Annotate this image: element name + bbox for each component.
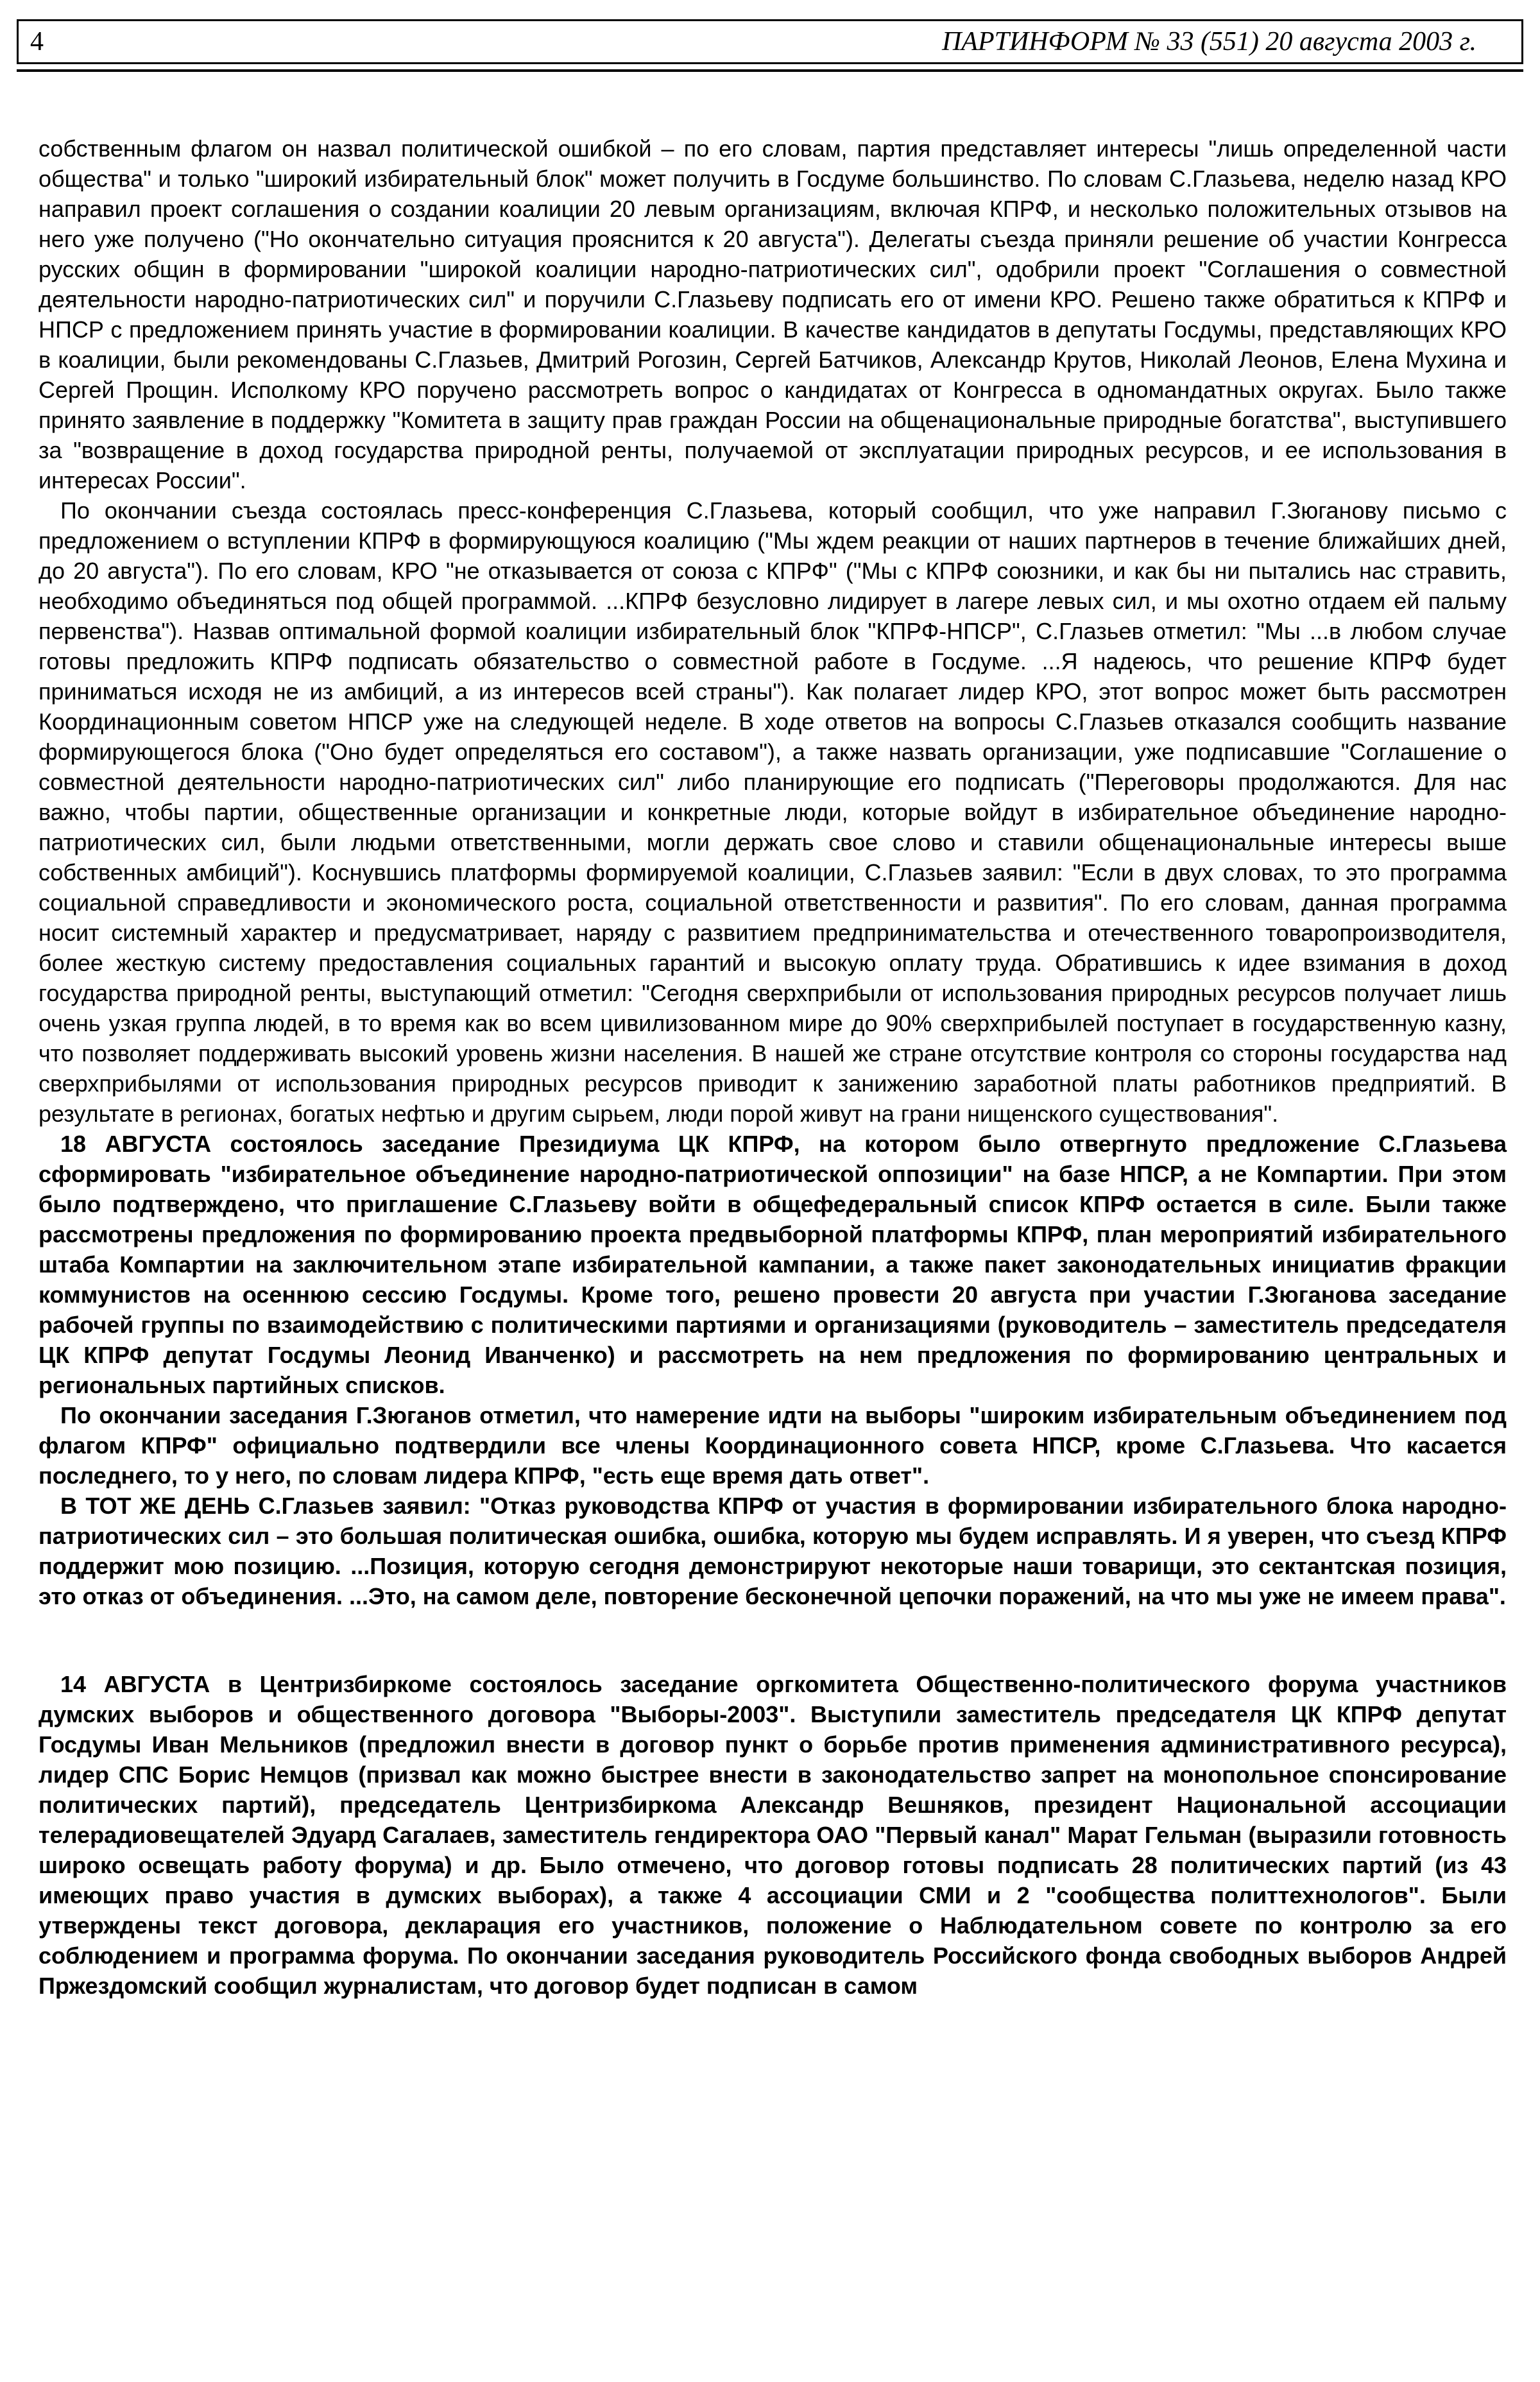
paragraph: По окончании съезда состоялась пресс-конференция С.Глазьева, который сообщил, что уже направил Г.Зюганову письмо с предложением о вступлении КПРФ в формирующуюся коалицию ("Мы ждем реакции от наших партнеров в течение ближайших дней, до 20 августа"). По его словам, КРО "не отказывается от союза с КПРФ" ("Мы с КПРФ союзники, и как бы ни пытались нас стравить, необходимо объединяться под общей программой. ...КПРФ безусловно лидирует в лагере левых сил, и мы охотно отдаем ей пальму первенства"). Назвав оптимальной формой коалиции избирательный блок "КПРФ-НПСР", С.Глазьев отметил: "Мы ...в любом случае готовы предложить КПРФ подписать обязательство о совместной работе в Госдуме. ...Я надеюсь, что решение КПРФ будет приниматься исходя не из амбиций, а из интересов всей страны"). Как полагает лидер КРО, этот вопрос может быть рассмотрен Координационным советом НПСР уже на следующей неделе. В ходе ответов на вопросы С.Глазьев отказался сообщить название формирующегося блока ("Оно будет определяться его составом"), а также назвать организации, уже подписавшие "Соглашение о совместной деятельности народно-патриотических сил" либо планирующие его подписать ("Переговоры продолжаются. Для нас важно, чтобы партии, общественные организации и конкретные люди, которые войдут в избирательное объединение народно-патриотических сил, были людьми ответственными, могли держать свое слово и ставили общенациональные интересы выше собственных амбиций"). Коснувшись платформы формируемой коалиции, С.Глазьев заявил: "Если в двух словах, то это программа социальной справедливости и экономического роста, социальной ответственности и развития". По его словам, данная программа носит системный характер и предусматривает, наряду с развитием предпринимательства и отечественного товаропроизводителя, более жесткую систему предоставления социальных гарантий и высокую оплату труда. Обратившись к идее взимания в доход государства природной ренты, выступающий отметил: "Сегодня сверхприбыли от использования природных ресурсов получает лишь очень узкая группа людей, в то время как во всем цивилизованном мире до 90% сверхприбылей поступает в государственную казну, что позволяет поддерживать высокий уровень жизни населения. В нашей же стране отсутствие контроля со стороны государства над сверхприбылями от использования природных ресурсов приводит к занижению заработной платы работников предприятий. В результате в регионах, богатых нефтью и другим сырьем, люди порой живут на грани нищенского существования". xyxy=(38,497,1507,1127)
article-body xyxy=(38,133,1507,2001)
page-number: 4 xyxy=(30,27,44,56)
paragraph: В ТОТ ЖЕ ДЕНЬ С.Глазьев заявил: "Отказ руководства КПРФ от участия в формировании избирательного блока народно-патриотических сил – это большая политическая ошибка, ошибка, которую мы будем исправлять. И я уверен, что съезд КПРФ поддержит мою позицию. ...Позиция, которую сегодня демонстрируют некоторые наши товарищи, это сектантская позиция, это отказ от объединения. ...Это, на самом деле, повторение бесконечной цепочки поражений, на что мы уже не имеем права". xyxy=(38,1493,1507,1609)
newsletter-title: ПАРТИНФОРМ № 33 (551) 20 августа 2003 г. xyxy=(941,27,1476,56)
paragraph: собственным флагом он назвал политической ошибкой – по его словам, партия представляет интересы "лишь определенной части общества" и только "широкий избирательный блок" может получить в Госдуме большинство. По словам С.Глазьева, неделю назад КРО направил проект соглашения о создании коалиции 20 левым организациям, включая КПРФ, и несколько положительных отзывов на него уже получено ("Но окончательно ситуация прояснится к 20 августа"). Делегаты съезда приняли решение об участии Конгресса русских общин в формировании "широкой коалиции народно-патриотических сил", одобрили проект "Соглашения о совместной деятельности народно-патриотических сил" и поручили С.Глазьеву подписать его от имени КРО. Решено также обратиться к КПРФ и НПСР с предложением принять участие в формировании коалиции. В качестве кандидатов в депутаты Госдумы, представляющих КРО в коалиции, были рекомендованы С.Глазьев, Дмитрий Рогозин, Сергей Батчиков, Александр Крутов, Николай Леонов, Елена Мухина и Сергей Прощин. Исполкому КРО поручено рассмотреть вопрос о кандидатах от Конгресса в одномандатных округах. Было также принято заявление в поддержку "Комитета в защиту прав граждан России на общенациональные природные богатства", выступившего за "возвращение в доход государства природной ренты, получаемой от эксплуатации природных ресурсов, и ее использования в интересах России". xyxy=(38,135,1507,493)
paragraph: 14 АВГУСТА в Центризбиркоме состоялось заседание оргкомитета Общественно-политического форума участников думских выборов и общественного договора "Выборы-2003". Выступили заместитель председателя ЦК КПРФ депутат Госдумы Иван Мельников (предложил внести в договор пункт о борьбе против применения административного ресурса), лидер СПС Борис Немцов (призвал как можно быстрее внести в законодательство запрет на монопольное спонсирование политических партий), председатель Центризбиркома Александр Вешняков, президент Национальной ассоциации телерадиовещателей Эдуард Сагалаев, заместитель гендиректора ОАО "Первый канал" Марат Гельман (выразили готовность широко освещать работу форума) и др. Было отмечено, что договор готовы подписать 28 политических партий (из 43 имеющих право участия в думских выборах), а также 4 ассоциации СМИ и 2 "сообщества политтехнологов". Были утверждены текст договора, декларация его участников, положение о Наблюдательном совете по контролю за его соблюдением и программа форума. По окончании заседания руководитель Российского фонда свободных выборов Андрей Пржездомский сообщил журналистам, что договор будет подписан в самом xyxy=(38,1671,1507,1999)
page-header xyxy=(17,19,1523,64)
paragraph: По окончании заседания Г.Зюганов отметил, что намерение идти на выборы "широким избирательным объединением под флагом КПРФ" официально подтвердили все члены Координационного совета НПСР, кроме С.Глазьева. Что касается последнего, то у него, по словам лидера КПРФ, "есть еще время дать ответ". xyxy=(38,1402,1507,1489)
paragraph: 18 АВГУСТА состоялось заседание Президиума ЦК КПРФ, на котором было отвергнуто предложение С.Глазьева сформировать "избирательное объединение народно-патриотической оппозиции" на базе НПСР, а не Компартии. При этом было подтверждено, что приглашение С.Глазьеву войти в общефедеральный список КПРФ остается в силе. Были также рассмотрены предложения по формированию проекта предвыборной платформы КПРФ, план мероприятий избирательного штаба Компартии на заключительном этапе избирательной кампании, а также пакет законодательных инициатив фракции коммунистов на осеннюю сессию Госдумы. Кроме того, решено провести 20 августа при участии Г.Зюганова заседание рабочей группы по взаимодействию с политическими партиями и организациями (руководитель – заместитель председателя ЦК КПРФ депутат Госдумы Леонид Иванченко) и рассмотреть на нем предложения по формированию центральных и региональных партийных списков. xyxy=(38,1131,1507,1398)
header-rule xyxy=(17,69,1523,72)
